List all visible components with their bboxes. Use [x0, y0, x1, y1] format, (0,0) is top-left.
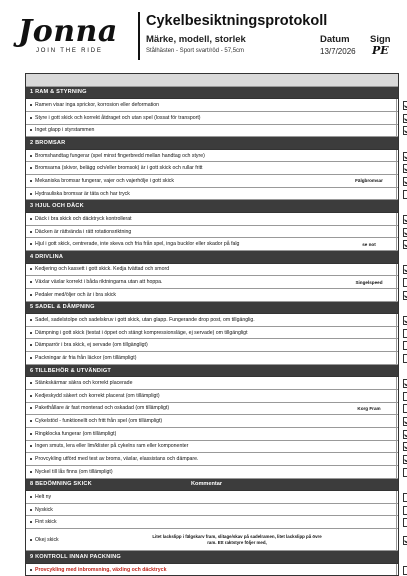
checklist-item-text	[30, 175, 174, 187]
bullet-icon	[30, 344, 32, 346]
checklist-item-note: Fälgbromsar	[355, 178, 383, 184]
column-divider	[396, 352, 397, 364]
checked-checkbox[interactable]	[403, 316, 407, 325]
checklist-item-label: Hydrauliska bromsar är täta och har tryck	[35, 190, 130, 197]
checklist-item-label: Ingen smuts, lera eller lim/klister på cykelns ram eller komponenter	[35, 443, 189, 450]
section-header	[26, 479, 398, 492]
section-title: 8 BEDÖMNING SKICK	[30, 481, 92, 488]
section-header	[26, 365, 398, 378]
checked-checkbox[interactable]	[403, 417, 407, 426]
checklist-item-text	[30, 491, 51, 503]
column-divider	[396, 175, 397, 187]
checklist-item-label: Sadel, sadelstolpe och sadelskruv i gott skick, utan glapp. Fungerande drop post, om tillgänglig.	[35, 316, 255, 323]
checklist-item-label: Packningar är fria från läckor (om tillämpligt)	[35, 354, 137, 361]
comment-column-header: Kommentar	[191, 481, 223, 488]
bullet-icon	[30, 268, 32, 270]
unchecked-checkbox[interactable]	[403, 278, 407, 287]
checklist-row	[26, 289, 398, 302]
logo-wordmark: Jonna	[18, 14, 118, 49]
checked-checkbox[interactable]	[403, 379, 407, 388]
checklist-row	[26, 564, 398, 576]
checklist-item-label: Provcykling utförd med test av broms, växlar, elassistans och dämpare.	[35, 456, 199, 463]
checklist-item-label: Inget glapp i styrstammen	[35, 127, 95, 134]
checked-checkbox[interactable]	[403, 177, 407, 186]
unchecked-checkbox[interactable]	[403, 341, 407, 350]
column-divider	[396, 491, 397, 503]
section-header	[26, 87, 398, 100]
bullet-icon	[30, 193, 32, 195]
bullet-icon	[30, 117, 32, 119]
checklist-row	[26, 264, 398, 277]
checklist-row	[26, 428, 398, 441]
bullet-icon	[30, 319, 32, 321]
column-divider	[396, 264, 397, 276]
checklist-item-text	[30, 415, 162, 427]
bullet-icon	[30, 445, 32, 447]
column-divider	[396, 238, 397, 250]
unchecked-checkbox[interactable]	[403, 493, 407, 502]
inspection-checklist	[25, 73, 399, 576]
column-divider	[396, 415, 397, 427]
checked-checkbox[interactable]	[403, 164, 407, 173]
checked-checkbox[interactable]	[403, 442, 407, 451]
column-divider	[396, 150, 397, 162]
checked-checkbox[interactable]	[403, 228, 407, 237]
bullet-icon	[30, 433, 32, 435]
signature-label: Sign	[370, 34, 391, 45]
checklist-item-text	[30, 428, 116, 440]
checklist-row	[26, 504, 398, 517]
column-divider	[396, 453, 397, 465]
checklist-item-label: Kedjeskydd säkert och korrekt placerat (om tillämpligt)	[35, 392, 160, 399]
checked-checkbox[interactable]	[403, 101, 407, 110]
checklist-item-text	[30, 441, 188, 453]
bullet-icon	[30, 458, 32, 460]
unchecked-checkbox[interactable]	[403, 566, 407, 575]
checklist-item-label: Okej skick	[35, 536, 59, 543]
unchecked-checkbox[interactable]	[403, 329, 407, 338]
blank-row	[26, 74, 398, 87]
checklist-item-text	[30, 289, 116, 301]
column-divider	[396, 403, 397, 415]
checklist-item-text	[30, 276, 162, 288]
checklist-row	[26, 327, 398, 340]
bullet-icon	[30, 496, 32, 498]
bullet-icon	[30, 281, 32, 283]
checklist-item-label: Bromshandtag fungerar (spel minst fingerbredd mellan handtag och styre)	[35, 152, 205, 159]
checklist-item-text	[30, 377, 132, 389]
bullet-icon	[30, 382, 32, 384]
checklist-item-note: Korg Fram	[357, 405, 381, 411]
column-divider	[396, 188, 397, 200]
checklist-row	[26, 516, 398, 529]
checklist-item-label: Bromsarna (skivor, belägg och/eller bromsok) är i gott skick och rullar fritt	[35, 165, 203, 172]
section-title: 9 KONTROLL INNAN PACKNING	[30, 553, 121, 560]
bullet-icon	[30, 509, 32, 511]
bullet-icon	[30, 407, 32, 409]
checklist-row	[26, 238, 398, 251]
checklist-item-text	[30, 188, 130, 200]
column-divider	[396, 99, 397, 111]
checklist-item-label: Provcykling med inbromsning, växling och däcktryck	[35, 566, 167, 573]
section-title: 2 BROMSAR	[30, 140, 66, 147]
checklist-item-label: Cykelstöd - funktionellt och fritt från spel (om tillämpligt)	[35, 418, 163, 425]
checklist-item-label: Helt ny	[35, 493, 52, 500]
column-divider	[396, 390, 397, 402]
logo-tagline: JOIN THE RIDE	[36, 48, 103, 54]
bullet-icon	[30, 231, 32, 233]
checklist-item-text	[30, 112, 201, 124]
section-title: 6 TILLBEHÖR & UTVÄNDIGT	[30, 367, 112, 374]
bullet-icon	[30, 332, 32, 334]
checked-checkbox[interactable]	[403, 215, 407, 224]
checklist-item-text	[30, 314, 255, 326]
checked-checkbox[interactable]	[403, 152, 407, 161]
checked-checkbox[interactable]	[403, 114, 407, 123]
page-title: Cykelbesiktningsprotokoll	[146, 13, 328, 29]
checklist-item-text	[30, 264, 169, 276]
checklist-row	[26, 441, 398, 454]
unchecked-checkbox[interactable]	[403, 354, 407, 363]
column-divider	[396, 441, 397, 453]
brand-logo	[18, 14, 138, 62]
bike-model-label: Märke, modell, storlek	[146, 34, 246, 45]
checklist-item-text	[30, 352, 136, 364]
section-title: 5 SADEL & DÄMPNING	[30, 304, 95, 311]
section-header	[26, 251, 398, 264]
bullet-icon	[30, 357, 32, 359]
checklist-row	[26, 276, 398, 289]
checklist-item-note: se not	[362, 241, 376, 247]
checklist-row	[26, 226, 398, 239]
checklist-item-note: Litet lackslipp i fälgskarv fram, slitage/skav på sadelramen, litet lackslipp på övre ram. Ett raktstyre följer med,	[152, 533, 322, 545]
checklist-item-label: Dämpning i gott skick (testat i öppet och stängt kompressionsläge, ej servade) om tillgängligt	[35, 329, 248, 336]
checklist-row	[26, 112, 398, 125]
checklist-row	[26, 529, 398, 551]
checklist-item-label: Däck i bra skick och däcktryck kontrollerat	[35, 215, 132, 222]
checked-checkbox[interactable]	[403, 240, 407, 249]
unchecked-checkbox[interactable]	[403, 506, 407, 515]
checklist-item-text	[30, 238, 239, 250]
column-divider	[396, 289, 397, 301]
column-divider	[396, 213, 397, 225]
checklist-item-label: Pedaler med/öljer och är i bra skick	[35, 291, 117, 298]
bullet-icon	[30, 243, 32, 245]
checklist-item-label: Stänkskärmar säkra och korrekt placerade	[35, 380, 133, 387]
unchecked-checkbox[interactable]	[403, 518, 407, 527]
checklist-row	[26, 150, 398, 163]
checklist-item-note: Singelspeed	[355, 279, 383, 285]
bullet-icon	[30, 539, 32, 541]
column-divider	[396, 112, 397, 124]
bullet-icon	[30, 569, 32, 571]
signature-value: PE	[372, 44, 389, 57]
checklist-item-text	[30, 125, 94, 137]
checklist-row	[26, 125, 398, 138]
section-title: 1 RAM & STYRNING	[30, 89, 87, 96]
column-divider	[396, 314, 397, 326]
checklist-row	[26, 403, 398, 416]
unchecked-checkbox[interactable]	[403, 404, 407, 413]
column-divider	[396, 466, 397, 478]
checklist-item-text	[30, 529, 59, 550]
column-divider	[396, 276, 397, 288]
checklist-item-text	[30, 150, 205, 162]
checklist-row	[26, 175, 398, 188]
checklist-row	[26, 314, 398, 327]
column-divider	[396, 226, 397, 238]
date-label: Datum	[320, 34, 350, 45]
checklist-row	[26, 99, 398, 112]
checklist-item-label: Kedjering och kassett i gott skick. Kedja tvättad och smord	[35, 266, 170, 273]
header-divider	[138, 12, 140, 60]
checklist-item-label: Ringklocka fungerar (om tillämpligt)	[35, 430, 117, 437]
checklist-item-label: Däcken är rättvända i rätt rotationsriktning	[35, 228, 132, 235]
bullet-icon	[30, 155, 32, 157]
bike-model-value: Stålhästen - Sport svart/röd - 57,5cm	[146, 48, 245, 54]
bullet-icon	[30, 395, 32, 397]
document-header	[0, 0, 407, 68]
checklist-item-text	[30, 466, 113, 478]
date-value: 13/7/2026	[320, 47, 356, 56]
checklist-row	[26, 415, 398, 428]
column-divider	[396, 339, 397, 351]
checklist-item-text	[30, 99, 159, 111]
checklist-item-text	[30, 162, 203, 174]
checklist-row	[26, 162, 398, 175]
checklist-item-text	[30, 516, 57, 528]
checked-checkbox[interactable]	[403, 430, 407, 439]
column-divider	[396, 162, 397, 174]
checklist-item-text	[30, 403, 169, 415]
checklist-item-label: Nyskick	[35, 506, 53, 513]
column-divider	[396, 516, 397, 528]
checklist-item-label: Styre i gott skick och korrekt åtdraget och utan spel (lossat för transport)	[35, 114, 201, 121]
bullet-icon	[30, 471, 32, 473]
checklist-item-label: Hjul i gott skick, centrerade, inte skeva och fria från spel, inga bucklor eller skador på falg	[35, 241, 240, 248]
checklist-item-text	[30, 453, 198, 465]
checklist-row	[26, 491, 398, 504]
column-divider	[396, 125, 397, 137]
bullet-icon	[30, 129, 32, 131]
checklist-item-text	[30, 213, 132, 225]
section-title: 3 HJUL OCH DÄCK	[30, 203, 84, 210]
unchecked-checkbox[interactable]	[403, 468, 407, 477]
checklist-item-label: Fint skick	[35, 519, 57, 526]
column-divider	[396, 504, 397, 516]
column-divider	[396, 377, 397, 389]
unchecked-checkbox[interactable]	[403, 190, 407, 199]
bullet-icon	[30, 180, 32, 182]
checklist-item-label: Mekaniska bromsar fungerar, vajer och vajerhölje i gott skick	[35, 177, 174, 184]
checklist-item-text	[30, 327, 248, 339]
checklist-item-label: Växlar växlar korrekt i båda riktningarna utan att hoppa.	[35, 279, 163, 286]
checklist-row	[26, 188, 398, 201]
checklist-row	[26, 352, 398, 365]
checklist-row	[26, 390, 398, 403]
section-header	[26, 551, 398, 564]
unchecked-checkbox[interactable]	[403, 392, 407, 401]
bullet-icon	[30, 521, 32, 523]
checked-checkbox[interactable]	[403, 536, 407, 545]
checklist-item-text	[30, 564, 166, 576]
checklist-row	[26, 339, 398, 352]
column-divider	[396, 327, 397, 339]
checked-checkbox[interactable]	[403, 291, 407, 300]
section-header	[26, 302, 398, 315]
checked-checkbox[interactable]	[403, 455, 407, 464]
bullet-icon	[30, 420, 32, 422]
checklist-item-text	[30, 504, 53, 516]
checklist-row	[26, 453, 398, 466]
checklist-item-text	[30, 339, 148, 351]
checklist-row	[26, 466, 398, 479]
checklist-item-label: Dämparrör i bra skick, ej servade (om tillgängligt)	[35, 342, 148, 349]
section-title: 4 DRIVLINA	[30, 253, 64, 260]
checked-checkbox[interactable]	[403, 265, 407, 274]
checklist-item-text	[30, 390, 160, 402]
bullet-icon	[30, 104, 32, 106]
column-divider	[396, 529, 397, 550]
bullet-icon	[30, 218, 32, 220]
checklist-row	[26, 377, 398, 390]
bullet-icon	[30, 167, 32, 169]
checklist-item-label: Ramen visar inga sprickor, korrosion eller deformation	[35, 102, 159, 109]
checklist-item-text	[30, 226, 131, 238]
checklist-item-label: Pakethållare är fast monterad och oskadad (om tillämpligt)	[35, 405, 170, 412]
checked-checkbox[interactable]	[403, 126, 407, 135]
section-header	[26, 200, 398, 213]
column-divider	[396, 428, 397, 440]
checklist-item-label: Nyckel till lås finns (om tillämpligt)	[35, 468, 113, 475]
bullet-icon	[30, 294, 32, 296]
section-header	[26, 137, 398, 150]
checklist-row	[26, 213, 398, 226]
column-divider	[396, 564, 397, 576]
